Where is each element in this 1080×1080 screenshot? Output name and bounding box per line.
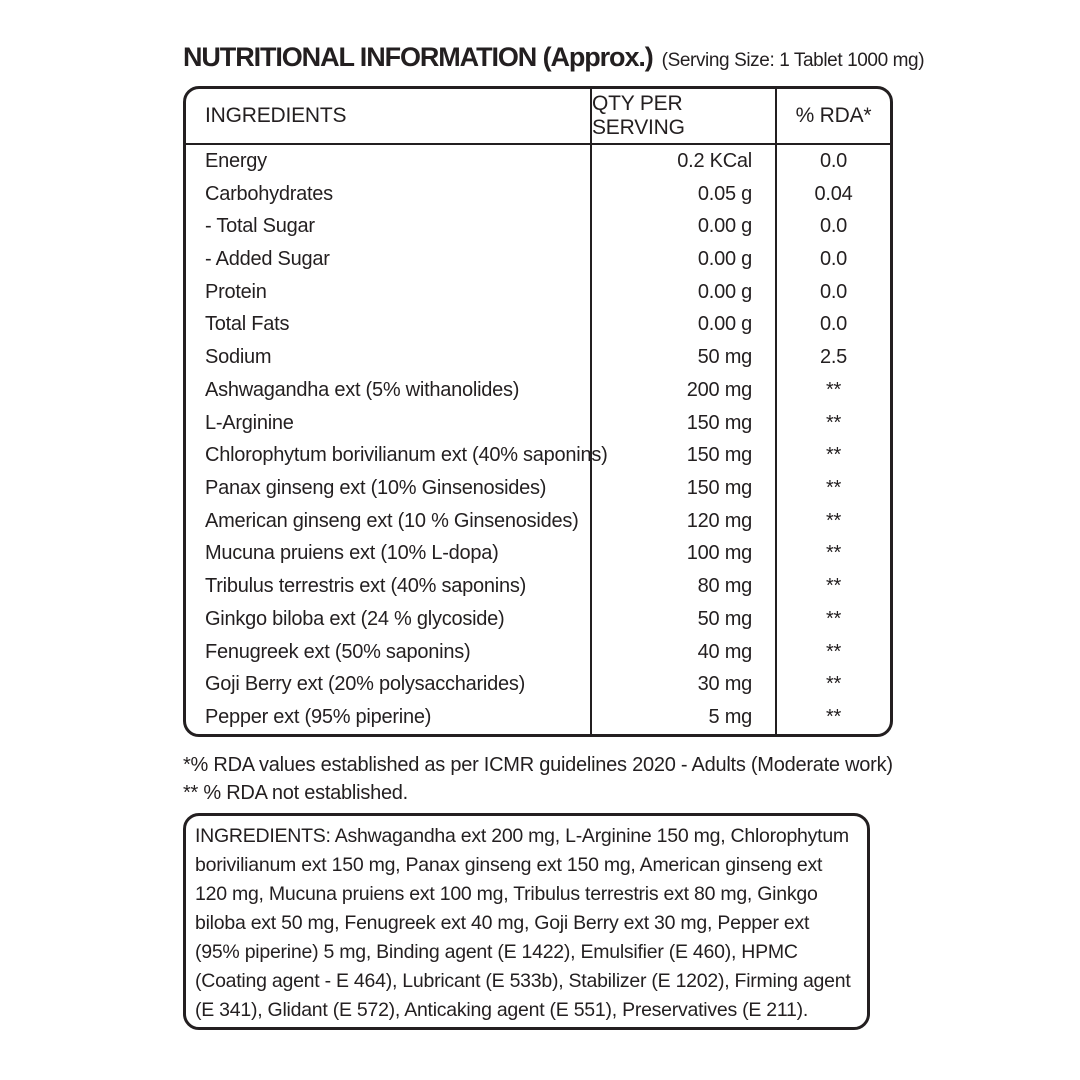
ingredient-name: Carbohydrates — [186, 178, 592, 211]
table-body — [186, 145, 890, 734]
qty-value: 150 mg — [592, 407, 777, 440]
rda-value: ** — [825, 640, 842, 663]
rda-value: ** — [825, 411, 842, 434]
table-row — [186, 407, 890, 440]
ingredient-name: - Total Sugar — [186, 210, 592, 243]
table-row — [186, 145, 890, 178]
ingredient-name: Sodium — [186, 341, 592, 374]
table-row — [186, 538, 890, 571]
qty-value: 150 mg — [592, 472, 777, 505]
table-row — [186, 309, 890, 342]
table-row — [186, 210, 890, 243]
rda-value: 2.5 — [819, 346, 848, 369]
rda-value: ** — [825, 509, 842, 532]
ingredient-name: Goji Berry ext (20% polysaccharides) — [186, 669, 592, 702]
qty-value: 80 mg — [592, 570, 777, 603]
ingredient-name: Panax ginseng ext (10% Ginsenosides) — [186, 472, 592, 505]
rda-value: 0.0 — [819, 313, 848, 336]
table-row — [186, 636, 890, 669]
qty-value: 0.00 g — [592, 243, 777, 276]
table-row — [186, 701, 890, 734]
table-row — [186, 178, 890, 211]
nutrition-table — [183, 86, 893, 737]
title-serving-size: (Serving Size: 1 Tablet 1000 mg) — [661, 50, 925, 71]
rda-value: 0.0 — [819, 280, 848, 303]
qty-value: 0.00 g — [592, 210, 777, 243]
header-ingredients: INGREDIENTS — [186, 89, 592, 143]
ingredients-box — [183, 813, 870, 1030]
qty-value: 120 mg — [592, 505, 777, 538]
table-row — [186, 276, 890, 309]
ingredient-name: American ginseng ext (10 % Ginsenosides) — [186, 505, 592, 538]
page-title — [183, 42, 924, 73]
ingredient-name: - Added Sugar — [186, 243, 592, 276]
rda-value: ** — [825, 542, 842, 565]
qty-value: 0.00 g — [592, 309, 777, 342]
rda-value: 0.0 — [819, 149, 848, 172]
ingredient-name: Energy — [186, 145, 592, 178]
qty-value: 0.05 g — [592, 178, 777, 211]
table-row — [186, 669, 890, 702]
table-row — [186, 243, 890, 276]
qty-value: 30 mg — [592, 669, 777, 702]
qty-value: 0.00 g — [592, 276, 777, 309]
ingredient-name: Pepper ext (95% piperine) — [186, 701, 592, 734]
footnote-rda-not-established: ** % RDA not established. — [183, 781, 408, 804]
rda-value: 0.04 — [814, 182, 853, 205]
table-row — [186, 374, 890, 407]
ingredient-name: L-Arginine — [186, 407, 592, 440]
qty-value: 5 mg — [592, 701, 777, 734]
table-row — [186, 603, 890, 636]
ingredient-name: Ginkgo biloba ext (24 % glycoside) — [186, 603, 592, 636]
rda-value: ** — [825, 673, 842, 696]
qty-value: 150 mg — [592, 439, 777, 472]
header-qty-per-serving: QTY PER SERVING — [592, 89, 777, 143]
ingredient-name: Total Fats — [186, 309, 592, 342]
ingredient-name: Tribulus terrestris ext (40% saponins) — [186, 570, 592, 603]
rda-value: ** — [825, 706, 842, 729]
qty-value: 0.2 KCal — [592, 145, 777, 178]
title-main: NUTRITIONAL INFORMATION (Approx.) — [183, 42, 653, 72]
ingredient-name: Ashwagandha ext (5% withanolides) — [186, 374, 592, 407]
ingredient-name: Protein — [186, 276, 592, 309]
qty-value: 50 mg — [592, 341, 777, 374]
rda-value: 0.0 — [819, 248, 848, 271]
ingredient-name: Fenugreek ext (50% saponins) — [186, 636, 592, 669]
ingredient-name: Mucuna pruiens ext (10% L-dopa) — [186, 538, 592, 571]
qty-value: 50 mg — [592, 603, 777, 636]
qty-value: 40 mg — [592, 636, 777, 669]
table-header-row — [186, 89, 890, 145]
rda-value: ** — [825, 575, 842, 598]
header-rda: % RDA* — [795, 104, 872, 127]
rda-value: ** — [825, 444, 842, 467]
table-row — [186, 472, 890, 505]
table-row — [186, 505, 890, 538]
footnotes — [183, 752, 893, 807]
footnote-rda-guidelines: *% RDA values established as per ICMR guidelines 2020 - Adults (Moderate work) — [183, 754, 893, 776]
ingredients-paragraph: INGREDIENTS: Ashwagandha ext 200 mg, L-Arginine 150 mg, Chlorophytum borivilianum ext 150 mg, Panax ginseng ext 150 mg, American ginseng ext 120 mg, Mucuna pruiens ext 100 mg, Tribulus terrestris ext 80 mg, Ginkgo biloba ext 50 mg, Fenugreek ext 40 mg, Goji Berry ext 30 mg, Pepper ext (95% piperine) 5 mg, Binding agent (E 1422), Emulsifier (E 460), HPMC (Coating agent - E 464), Lubricant (E 533b), Stabilizer (E 1202), Firming agent (E 341), Glidant (E 572), Anticaking agent (E 551), Preservatives (E 211). — [195, 825, 851, 1021]
rda-value: ** — [825, 378, 842, 401]
table-row — [186, 570, 890, 603]
rda-value: ** — [825, 477, 842, 500]
table-row — [186, 439, 890, 472]
qty-value: 200 mg — [592, 374, 777, 407]
qty-value: 100 mg — [592, 538, 777, 571]
table-row — [186, 341, 890, 374]
rda-value: ** — [825, 607, 842, 630]
ingredient-name: Chlorophytum borivilianum ext (40% saponins) — [186, 439, 592, 472]
rda-value: 0.0 — [819, 215, 848, 238]
